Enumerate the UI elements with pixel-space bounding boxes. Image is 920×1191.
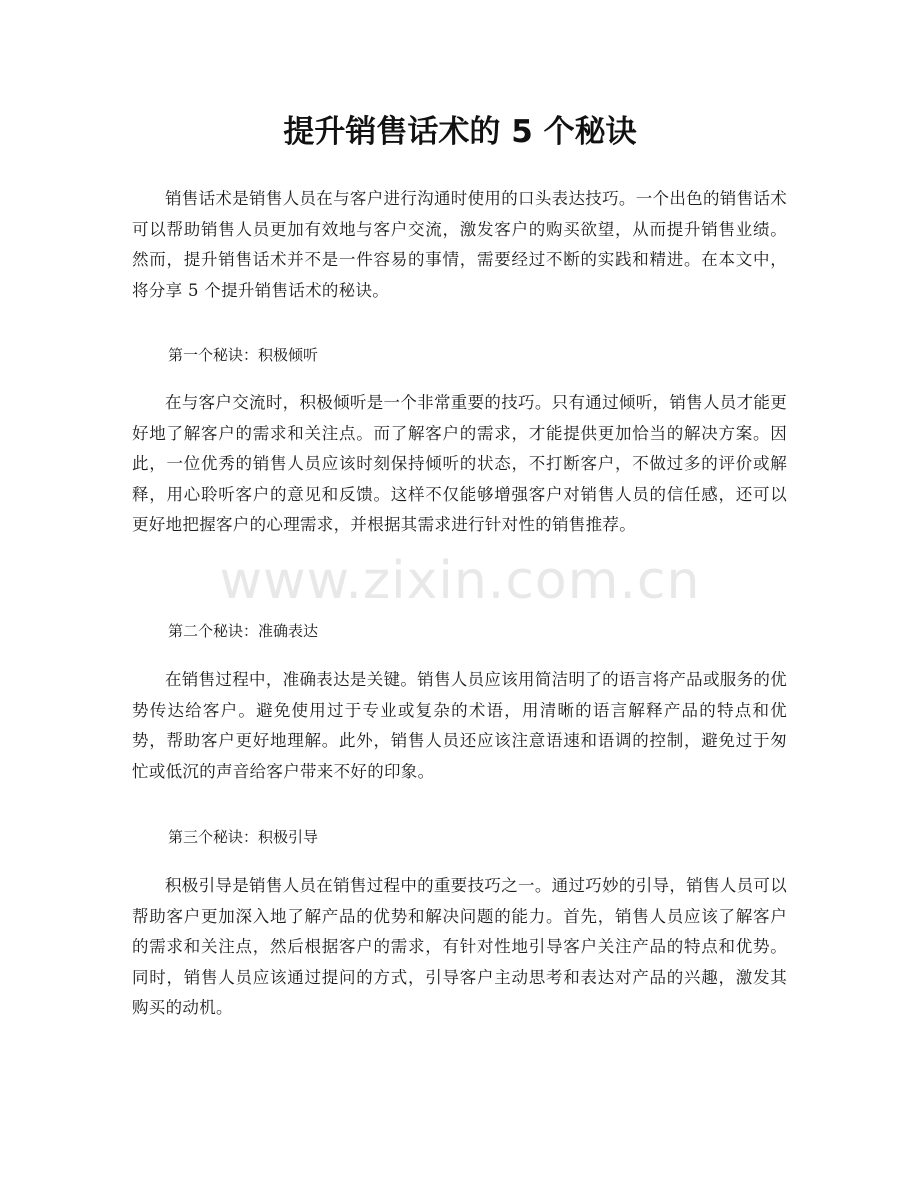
section-1-body: 在与客户交流时，积极倾听是一个非常重要的技巧。只有通过倾听，销售人员才能更好地了解客户的需求和关注点。而了解客户的需求，才能提供更加恰当的解决方案。因此，一位优秀的销售人员应该时刻保持倾听的状态，不打断客户，不做过多的评价或解释，用心聆听客户的意见和反馈。这样不仅能够增强客户对销售人员的信任感，还可以更好地把握客户的心理需求，并根据其需求进行针对性的销售推荐。	[132, 393, 787, 535]
section-1-heading: 第一个秘诀：积极倾听	[168, 346, 319, 364]
section-2-body: 在销售过程中，准确表达是关键。销售人员应该用简洁明了的语言将产品或服务的优势传达给客户。避免使用过于专业或复杂的术语，用清晰的语言解释产品的特点和优势，帮助客户更好地理解。此外，销售人员还应该注意语速和语调的控制，避免过于匆忙或低沉的声音给客户带来不好的印象。	[132, 670, 787, 781]
section-2-heading: 第二个秘诀：准确表达	[168, 622, 319, 640]
watermark: www.zixin.com.cn	[219, 551, 701, 611]
section-3-heading: 第三个秘诀：积极引导	[168, 828, 319, 846]
section-3-body: 积极引导是销售人员在销售过程中的重要技巧之一。通过巧妙的引导，销售人员可以帮助客户更加深入地了解产品的优势和解决问题的能力。首先，销售人员应该了解客户的需求和关注点，然后根据客户的需求，有针对性地引导客户关注产品的特点和优势。同时，销售人员应该通过提问的方式，引导客户主动思考和表达对产品的兴趣，激发其购买的动机。	[132, 876, 787, 1018]
intro-paragraph: 销售话术是销售人员在与客户进行沟通时使用的口头表达技巧。一个出色的销售话术可以帮助销售人员更加有效地与客户交流，激发客户的购买欲望，从而提升销售业绩。然而，提升销售话术并不是一件容易的事情，需要经过不断的实践和精进。在本文中，将分享 5 个提升销售话术的秘诀。	[132, 189, 787, 300]
document-title: 提升销售话术的 5 个秘诀	[283, 114, 637, 150]
